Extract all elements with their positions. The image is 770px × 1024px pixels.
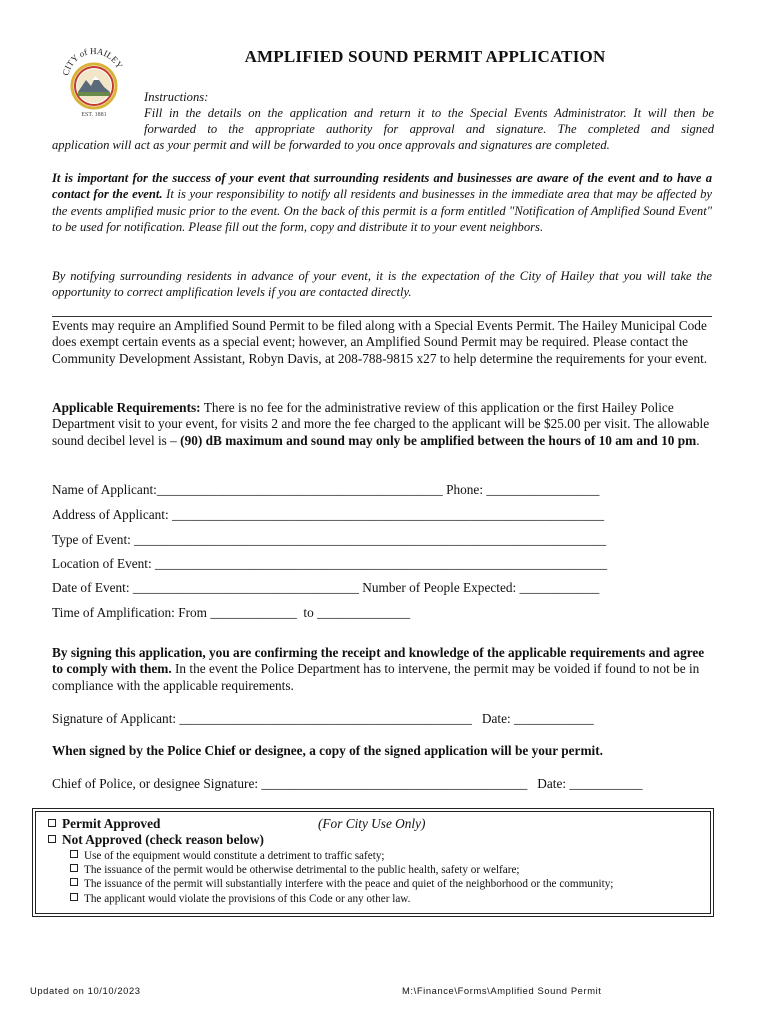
event-location-field[interactable]: Location of Event: ____________________________________________________________________ bbox=[52, 556, 608, 571]
reason-checkbox[interactable] bbox=[70, 850, 78, 858]
footer-updated: Updated on 10/10/2023 bbox=[30, 985, 141, 996]
reason-text: The applicant would violate the provisions of this Code or any other law. bbox=[84, 893, 411, 905]
applicant-signature-field[interactable]: Signature of Applicant: ____________________________________________ Date: ____________ bbox=[52, 711, 594, 726]
footer-file-path: M:\Finance\Forms\Amplified Sound Permit bbox=[402, 985, 602, 996]
instructions-line-3: application will act as your permit and will be forwarded to you once approvals and signatures are completed. bbox=[52, 138, 610, 152]
amplification-time-field[interactable]: Time of Amplification: From _____________ to ______________ bbox=[52, 605, 411, 620]
important-rest-text: It is your responsibility to notify all residents and businesses in the immediate area that may be affected by the events amplified music prior to the event. On the back of this permit is a form entitled "Notification of Amplified Sound Event" to be used for notification. Please fill out the form, copy and distribute it to your event neighbors. bbox=[52, 187, 712, 235]
page-title: AMPLIFIED SOUND PERMIT APPLICATION bbox=[244, 47, 606, 66]
chief-signature-field[interactable]: Chief of Police, or designee Signature: ________________________________________ Date: ___________ bbox=[52, 776, 643, 791]
event-date-people-field[interactable]: Date of Event: __________________________________ Number of People Expected: ____________ bbox=[52, 580, 600, 595]
signing-rest-text: In the event the Police Department has to intervene, the permit may be voided if found to not be in compliance with the applicable requirements. bbox=[52, 661, 700, 693]
reason-text: Use of the equipment would constitute a detriment to traffic safety; bbox=[84, 850, 385, 862]
important-bold-text: It is important for the success of your event that surrounding residents and businesses are aware of the event and to have a contact for the event. bbox=[52, 171, 712, 202]
requirements-bold-text: (90) dB maximum and sound may only be amplified between the hours of 10 am and 10 pm bbox=[180, 432, 697, 448]
city-use-note: (For City Use Only) bbox=[318, 816, 426, 831]
events-paragraph: Events may require an Amplified Sound Permit to be filed along with a Special Events Permit. The Hailey Municipal Code does exempt certain events as a special event; however, an Amplified Sound Permit may be required. Please contact the Community Development Assistant, Robyn Davis, at 208-788-9815 x27 to help determine the requirements for your event. bbox=[52, 318, 708, 366]
requirements-label: Applicable Requirements: bbox=[52, 400, 201, 415]
event-type-field[interactable]: Type of Event: _______________________________________________________________________ bbox=[52, 532, 607, 547]
requirements-text: There is no fee for the administrative review of this application or the first Hailey Police Department visit to your event, for visits 2 and more the fee charged to the applicant will be $25.00 per visit. The allowable sound decibel level is – bbox=[52, 400, 710, 448]
not-approved-checkbox[interactable] bbox=[48, 835, 56, 843]
not-approved-label: Not Approved (check reason below) bbox=[62, 832, 264, 847]
instructions-label: Instructions: bbox=[144, 90, 209, 104]
permit-approved-label: Permit Approved bbox=[62, 816, 161, 831]
permit-approved-row[interactable] bbox=[48, 816, 160, 832]
logo-est-text: EST. 1881 bbox=[81, 112, 107, 118]
reason-item[interactable] bbox=[70, 864, 520, 876]
signing-bold-text: By signing this application, you are confirming the receipt and knowledge of the applicable requirements and agree to comply with them. bbox=[52, 645, 705, 677]
reason-text: The issuance of the permit will substantially interfere with the peace and quiet of the neighborhood or the community; bbox=[84, 878, 614, 890]
important-paragraph bbox=[52, 170, 712, 236]
reason-item[interactable] bbox=[70, 893, 410, 905]
address-field[interactable]: Address of Applicant: _________________________________________________________________ bbox=[52, 507, 605, 522]
section-divider bbox=[52, 316, 712, 317]
requirements-paragraph bbox=[52, 400, 712, 449]
instructions-line-2: forwarded to the appropriate authority for approval and signature. The completed and signed bbox=[144, 122, 714, 136]
reason-text: The issuance of the permit would be otherwise detrimental to the public health, safety or welfare; bbox=[84, 864, 520, 876]
permit-approved-checkbox[interactable] bbox=[48, 819, 56, 827]
reason-item[interactable] bbox=[70, 878, 613, 890]
logo-arc-text: CITY of HAILEY bbox=[60, 45, 125, 77]
reason-checkbox[interactable] bbox=[70, 878, 78, 886]
when-signed-note: When signed by the Police Chief or designee, a copy of the signed application will be your permit. bbox=[52, 743, 603, 758]
reason-checkbox[interactable] bbox=[70, 893, 78, 901]
reason-checkbox[interactable] bbox=[70, 864, 78, 872]
signing-paragraph bbox=[52, 645, 712, 694]
instructions-line-1: Fill in the details on the application and return it to the Special Events Administrator. It will then be bbox=[144, 106, 714, 120]
not-approved-row[interactable] bbox=[48, 832, 264, 848]
requirements-end: . bbox=[696, 432, 700, 448]
notify-paragraph: By notifying surrounding residents in advance of your event, it is the expectation of the City of Hailey that you will take the opportunity to correct amplification levels if you are contacted directly. bbox=[52, 269, 712, 300]
reason-item[interactable] bbox=[70, 850, 385, 862]
name-phone-field[interactable]: Name of Applicant:___________________________________________ Phone: _________________ bbox=[52, 482, 600, 497]
